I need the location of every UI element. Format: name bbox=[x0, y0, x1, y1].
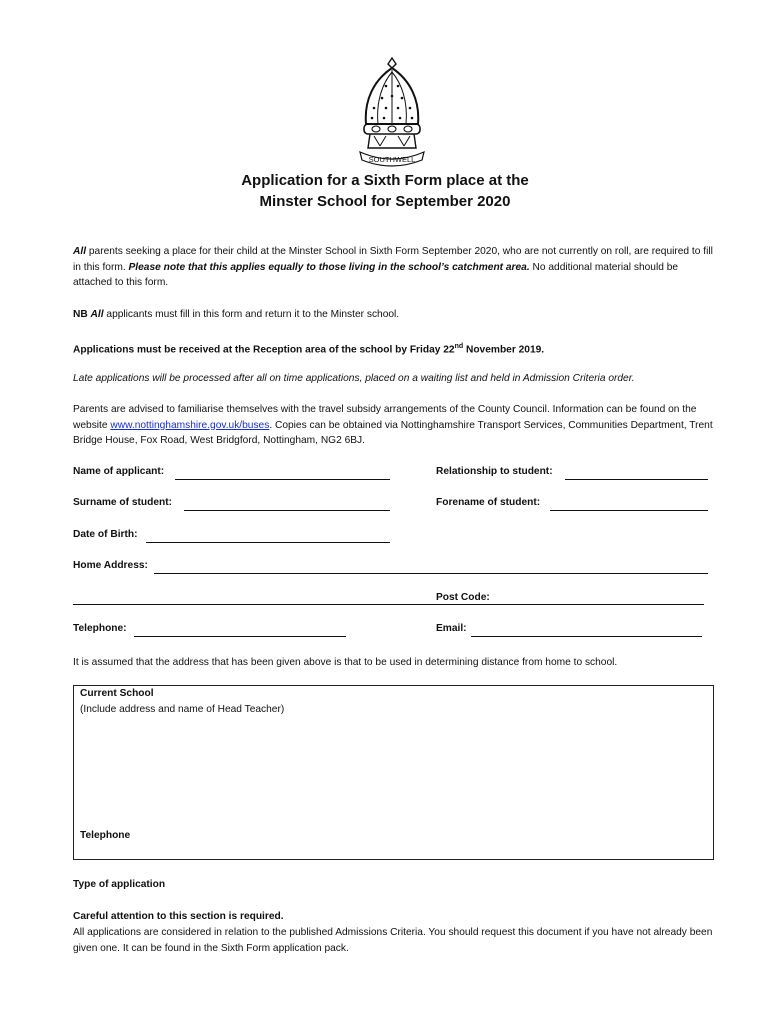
form-title-line-2: Minster School for September 2020 bbox=[259, 193, 511, 210]
address-assumption-note: It is assumed that the address that has been given above is that to be used in determining distance from home to school. bbox=[73, 657, 618, 668]
dob-label: Date of Birth: bbox=[73, 529, 138, 540]
type-of-application-heading: Type of application bbox=[73, 879, 166, 890]
travel-text-2: . Copies can be obtained via Nottinghamshire Transport Services, Communities Department, Trent Bridge House, Fox Road, West Bridgford, Nottingham, NG2 6BJ. bbox=[73, 419, 713, 446]
current-school-subheading: (Include address and name of Head Teacher) bbox=[80, 704, 285, 715]
deadline-sup: nd bbox=[454, 343, 464, 350]
school-crest-logo bbox=[356, 56, 428, 168]
crest-banner-text: SOUTHWELL bbox=[368, 155, 416, 164]
dob-field[interactable] bbox=[146, 542, 390, 543]
home-address-label: Home Address: bbox=[73, 560, 148, 571]
name-of-applicant-field[interactable] bbox=[175, 479, 390, 480]
forename-label: Forename of student: bbox=[436, 497, 541, 508]
deadline-text-1: Applications must be received at the Reception area of the school by Friday 22 bbox=[73, 344, 455, 356]
relationship-field[interactable] bbox=[565, 479, 708, 480]
form-title-line-1: Application for a Sixth Form place at the bbox=[241, 172, 529, 189]
intro-text-1: parents seeking a place for their child at the Minster School in Sixth Form September 2020, who are not currently on roll, are required to fill in this form. bbox=[73, 246, 713, 273]
travel-text-1: Parents are advised to familiarise themselves with the travel subsidy arrangements of the County Council. Information can be found on the website bbox=[73, 404, 697, 431]
home-address-field-line-1[interactable] bbox=[154, 573, 708, 574]
catchment-note: Please note that this applies equally to those living in the school’s catchment area. bbox=[128, 261, 530, 273]
intro-text-2: No additional material should be attached to this form. bbox=[73, 261, 679, 288]
surname-label: Surname of student: bbox=[73, 497, 173, 508]
relationship-label: Relationship to student: bbox=[436, 466, 553, 477]
nb-prefix: NB bbox=[73, 309, 91, 320]
nb-paragraph bbox=[73, 307, 713, 323]
intro-paragraph bbox=[73, 244, 713, 291]
intro-all-word: All bbox=[73, 246, 87, 257]
home-address-field-line-2[interactable] bbox=[73, 604, 436, 605]
telephone-label: Telephone: bbox=[73, 623, 127, 634]
name-of-applicant-label: Name of applicant: bbox=[73, 466, 165, 477]
email-label: Email: bbox=[436, 623, 467, 634]
buses-website-link[interactable]: www.nottinghamshire.gov.uk/buses bbox=[110, 419, 270, 431]
travel-paragraph bbox=[73, 402, 713, 449]
careful-attention-text: All applications are considered in relation to the published Admissions Criteria. You should request this document if you have not already been given one. It can be found in the Sixth Form application pack. bbox=[73, 927, 713, 954]
email-field[interactable] bbox=[471, 636, 702, 637]
nb-all-word: All bbox=[90, 309, 104, 320]
forename-field[interactable] bbox=[550, 510, 708, 511]
telephone-field[interactable] bbox=[134, 636, 346, 637]
current-school-heading: Current School bbox=[80, 688, 154, 699]
deadline-paragraph bbox=[73, 339, 713, 358]
surname-field[interactable] bbox=[184, 510, 390, 511]
post-code-field[interactable] bbox=[436, 604, 704, 605]
nb-text: applicants must fill in this form and return it to the Minster school. bbox=[103, 309, 400, 320]
deadline-text-2: November 2019. bbox=[463, 344, 545, 356]
careful-attention-heading: Careful attention to this section is required. bbox=[73, 911, 284, 922]
post-code-label: Post Code: bbox=[436, 592, 490, 603]
current-school-telephone-label: Telephone bbox=[80, 830, 131, 841]
late-applications-note: Late applications will be processed after all on time applications, placed on a waiting list and held in Admission Criteria order. bbox=[73, 373, 635, 384]
current-school-box[interactable] bbox=[73, 685, 714, 860]
